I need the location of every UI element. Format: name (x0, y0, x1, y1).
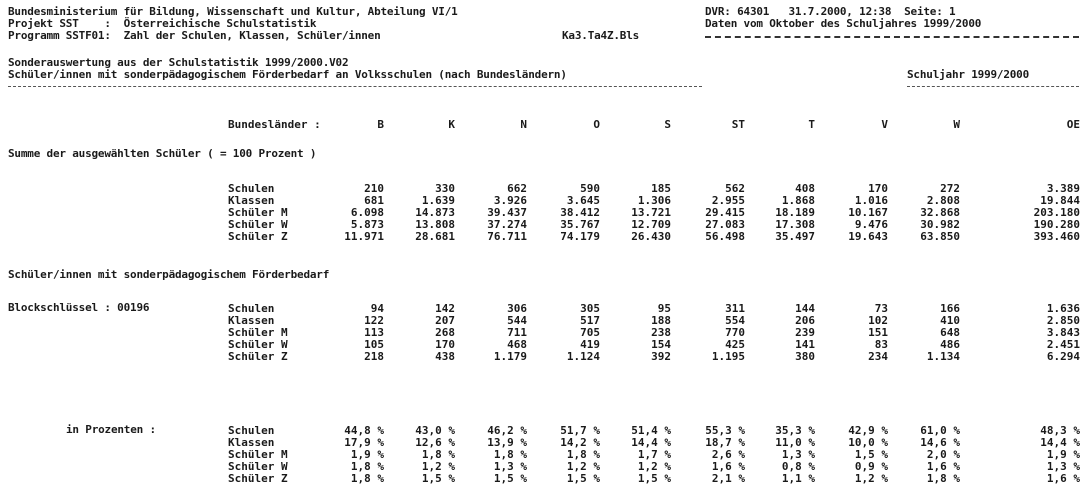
table-cell: 35.767 (560, 218, 600, 231)
table-cell: 32.868 (920, 206, 960, 219)
column-header: W (953, 118, 960, 131)
table-cell: 544 (507, 314, 527, 327)
table-cell: 9.476 (854, 218, 888, 231)
project-line: Projekt SST : Österreichische Schulstatistik (8, 17, 317, 30)
table-cell: 113 (364, 326, 384, 339)
row-label: Schüler W (228, 460, 288, 473)
column-header: T (808, 118, 815, 131)
table-cell: 14,4 % (1040, 436, 1080, 449)
table-cell: 218 (364, 350, 384, 363)
table-cell: 13,9 % (487, 436, 527, 449)
table-cell: 468 (507, 338, 527, 351)
table-cell: 10.167 (848, 206, 888, 219)
column-header: V (881, 118, 888, 131)
table-cell: 35,3 % (775, 424, 815, 437)
column-header: B (377, 118, 384, 131)
file-code: Ka3.Ta4Z.Bls (562, 29, 640, 42)
table-cell: 154 (651, 338, 671, 351)
table-cell: 14,4 % (631, 436, 671, 449)
column-header: O (593, 118, 600, 131)
section-total-title: Summe der ausgewählten Schüler ( = 100 Prozent ) (8, 147, 317, 160)
table-cell: 2.955 (711, 194, 745, 207)
table-cell: 1,1 % (781, 472, 815, 485)
table-cell: 30.982 (920, 218, 960, 231)
table-cell: 3.843 (1046, 326, 1080, 339)
table-cell: 17,9 % (344, 436, 384, 449)
table-cell: 239 (795, 326, 815, 339)
table-cell: 170 (435, 338, 455, 351)
row-label: Schüler Z (228, 230, 288, 243)
program-line: Programm SSTF01: Zahl der Schulen, Klassen, Schüler/innen (8, 29, 381, 42)
table-cell: 330 (435, 182, 455, 195)
table-cell: 648 (940, 326, 960, 339)
table-cell: 1,2 % (421, 460, 455, 473)
table-cell: 238 (651, 326, 671, 339)
row-label: Klassen (228, 436, 275, 449)
column-header: OE (1066, 118, 1080, 131)
table-cell: 122 (364, 314, 384, 327)
table-cell: 2,6 % (711, 448, 745, 461)
table-cell: 1.016 (854, 194, 888, 207)
table-cell: 144 (795, 302, 815, 315)
table-cell: 0,9 % (854, 460, 888, 473)
table-cell: 185 (651, 182, 671, 195)
table-cell: 272 (940, 182, 960, 195)
table-cell: 14,2 % (560, 436, 600, 449)
report-title: Sonderauswertung aus der Schulstatistik 1999/2000.V02 (8, 56, 349, 69)
table-cell: 12,6 % (415, 436, 455, 449)
table-cell: 1,2 % (566, 460, 600, 473)
table-cell: 1,9 % (1046, 448, 1080, 461)
table-cell: 38.412 (560, 206, 600, 219)
table-cell: 10,0 % (848, 436, 888, 449)
column-header: S (664, 118, 671, 131)
table-cell: 3.645 (566, 194, 600, 207)
table-cell: 48,3 % (1040, 424, 1080, 437)
percent-label: in Prozenten : (66, 423, 156, 436)
table-cell: 486 (940, 338, 960, 351)
table-cell: 37.274 (487, 218, 527, 231)
table-cell: 1,3 % (781, 448, 815, 461)
table-cell: 2.808 (926, 194, 960, 207)
columns-label: Bundesländer : (228, 118, 321, 131)
row-label: Schüler M (228, 206, 288, 219)
table-cell: 1,8 % (493, 448, 527, 461)
table-cell: 51,7 % (560, 424, 600, 437)
table-cell: 1.636 (1046, 302, 1080, 315)
table-cell: 190.280 (1033, 218, 1080, 231)
table-cell: 188 (651, 314, 671, 327)
table-cell: 419 (580, 338, 600, 351)
header-dashed-rule (705, 36, 1079, 38)
table-cell: 1,9 % (350, 448, 384, 461)
table-cell: 56.498 (705, 230, 745, 243)
row-label: Klassen (228, 194, 275, 207)
row-label: Schulen (228, 424, 275, 437)
table-row (0, 472, 1088, 485)
table-cell: 1,8 % (350, 472, 384, 485)
table-cell: 19.643 (848, 230, 888, 243)
table-cell: 94 (370, 302, 384, 315)
column-header: N (520, 118, 527, 131)
table-cell: 1,5 % (566, 472, 600, 485)
table-cell: 1,8 % (926, 472, 960, 485)
table-cell: 74.179 (560, 230, 600, 243)
row-label: Schüler W (228, 218, 288, 231)
table-cell: 166 (940, 302, 960, 315)
table-cell: 73 (874, 302, 888, 315)
table-cell: 1,8 % (350, 460, 384, 473)
title-dashed-rule (8, 86, 702, 87)
table-cell: 705 (580, 326, 600, 339)
row-label: Schüler M (228, 448, 288, 461)
table-row (0, 350, 1088, 363)
table-cell: 562 (725, 182, 745, 195)
table-cell: 29.415 (705, 206, 745, 219)
column-header-row (0, 118, 1088, 131)
table-cell: 61,0 % (920, 424, 960, 437)
column-header: ST (731, 118, 745, 131)
table-cell: 1,8 % (421, 448, 455, 461)
table-cell: 234 (868, 350, 888, 363)
table-cell: 1,6 % (1046, 472, 1080, 485)
table-cell: 1,6 % (926, 460, 960, 473)
table-cell: 393.460 (1033, 230, 1080, 243)
table-cell: 63.850 (920, 230, 960, 243)
table-cell: 13.808 (415, 218, 455, 231)
block-key-label: Blockschlüssel : 00196 (8, 301, 150, 314)
table-cell: 18,7 % (705, 436, 745, 449)
row-label: Schulen (228, 302, 275, 315)
table-cell: 5.873 (350, 218, 384, 231)
table-cell: 83 (874, 338, 888, 351)
table-cell: 311 (725, 302, 745, 315)
table-cell: 1.124 (566, 350, 600, 363)
table-cell: 1.134 (926, 350, 960, 363)
table-cell: 206 (795, 314, 815, 327)
column-header: K (448, 118, 455, 131)
row-label: Klassen (228, 314, 275, 327)
table-cell: 2,0 % (926, 448, 960, 461)
row-label: Schulen (228, 182, 275, 195)
table-cell: 0,8 % (781, 460, 815, 473)
table-cell: 3.389 (1046, 182, 1080, 195)
table-cell: 39.437 (487, 206, 527, 219)
table-cell: 770 (725, 326, 745, 339)
school-year: Schuljahr 1999/2000 (907, 68, 1030, 81)
row-label: Schüler M (228, 326, 288, 339)
table-cell: 76.711 (487, 230, 527, 243)
table-cell: 44,8 % (344, 424, 384, 437)
table-cell: 2,1 % (711, 472, 745, 485)
table-cell: 46,2 % (487, 424, 527, 437)
table-cell: 13.721 (631, 206, 671, 219)
table-cell: 1,3 % (493, 460, 527, 473)
table-cell: 1.179 (493, 350, 527, 363)
table-cell: 43,0 % (415, 424, 455, 437)
table-cell: 1,5 % (493, 472, 527, 485)
table-cell: 438 (435, 350, 455, 363)
table-cell: 1.868 (781, 194, 815, 207)
table-cell: 19.844 (1040, 194, 1080, 207)
table-cell: 408 (795, 182, 815, 195)
table-cell: 51,4 % (631, 424, 671, 437)
table-cell: 2.850 (1046, 314, 1080, 327)
year-dashed-rule (907, 86, 1079, 87)
table-cell: 105 (364, 338, 384, 351)
table-cell: 554 (725, 314, 745, 327)
table-cell: 142 (435, 302, 455, 315)
table-cell: 151 (868, 326, 888, 339)
table-cell: 1.639 (421, 194, 455, 207)
table-cell: 55,3 % (705, 424, 745, 437)
table-cell: 517 (580, 314, 600, 327)
report-subtitle: Schüler/innen mit sonderpädagogischem Förderbedarf an Volksschulen (nach Bundesländern) (8, 68, 567, 81)
row-label: Schüler W (228, 338, 288, 351)
table-cell: 26.430 (631, 230, 671, 243)
table-cell: 102 (868, 314, 888, 327)
table-cell: 590 (580, 182, 600, 195)
table-cell: 1.306 (637, 194, 671, 207)
table-cell: 207 (435, 314, 455, 327)
table-cell: 1,7 % (637, 448, 671, 461)
table-cell: 6.098 (350, 206, 384, 219)
table-cell: 662 (507, 182, 527, 195)
table-cell: 14.873 (415, 206, 455, 219)
table-cell: 1,3 % (1046, 460, 1080, 473)
table-cell: 141 (795, 338, 815, 351)
table-cell: 306 (507, 302, 527, 315)
table-cell: 1,2 % (854, 472, 888, 485)
table-cell: 18.189 (775, 206, 815, 219)
table-cell: 14,6 % (920, 436, 960, 449)
table-cell: 1.195 (711, 350, 745, 363)
table-cell: 170 (868, 182, 888, 195)
row-label: Schüler Z (228, 350, 288, 363)
table-cell: 2.451 (1046, 338, 1080, 351)
table-cell: 27.083 (705, 218, 745, 231)
table-cell: 1,2 % (637, 460, 671, 473)
table-cell: 1,8 % (566, 448, 600, 461)
table-cell: 11.971 (344, 230, 384, 243)
table-cell: 12.709 (631, 218, 671, 231)
table-cell: 3.926 (493, 194, 527, 207)
dvr-date-page: DVR: 64301 31.7.2000, 12:38 Seite: 1 (705, 5, 956, 18)
row-label: Schüler Z (228, 472, 288, 485)
table-cell: 1,5 % (854, 448, 888, 461)
table-cell: 380 (795, 350, 815, 363)
ministry-line: Bundesministerium für Bildung, Wissenschaft und Kultur, Abteilung VI/1 (8, 5, 458, 18)
section-special-title: Schüler/innen mit sonderpädagogischem Förderbedarf (8, 268, 330, 281)
table-cell: 203.180 (1033, 206, 1080, 219)
table-cell: 17.308 (775, 218, 815, 231)
table-cell: 681 (364, 194, 384, 207)
table-cell: 6.294 (1046, 350, 1080, 363)
table-cell: 95 (657, 302, 671, 315)
table-cell: 1,5 % (637, 472, 671, 485)
table-cell: 42,9 % (848, 424, 888, 437)
table-cell: 28.681 (415, 230, 455, 243)
data-period-line: Daten vom Oktober des Schuljahres 1999/2000 (705, 17, 982, 30)
table-cell: 1,6 % (711, 460, 745, 473)
table-row (0, 230, 1088, 243)
table-cell: 305 (580, 302, 600, 315)
table-cell: 35.497 (775, 230, 815, 243)
table-cell: 425 (725, 338, 745, 351)
table-cell: 410 (940, 314, 960, 327)
table-cell: 210 (364, 182, 384, 195)
table-cell: 11,0 % (775, 436, 815, 449)
table-cell: 711 (507, 326, 527, 339)
table-cell: 268 (435, 326, 455, 339)
table-cell: 392 (651, 350, 671, 363)
table-cell: 1,5 % (421, 472, 455, 485)
